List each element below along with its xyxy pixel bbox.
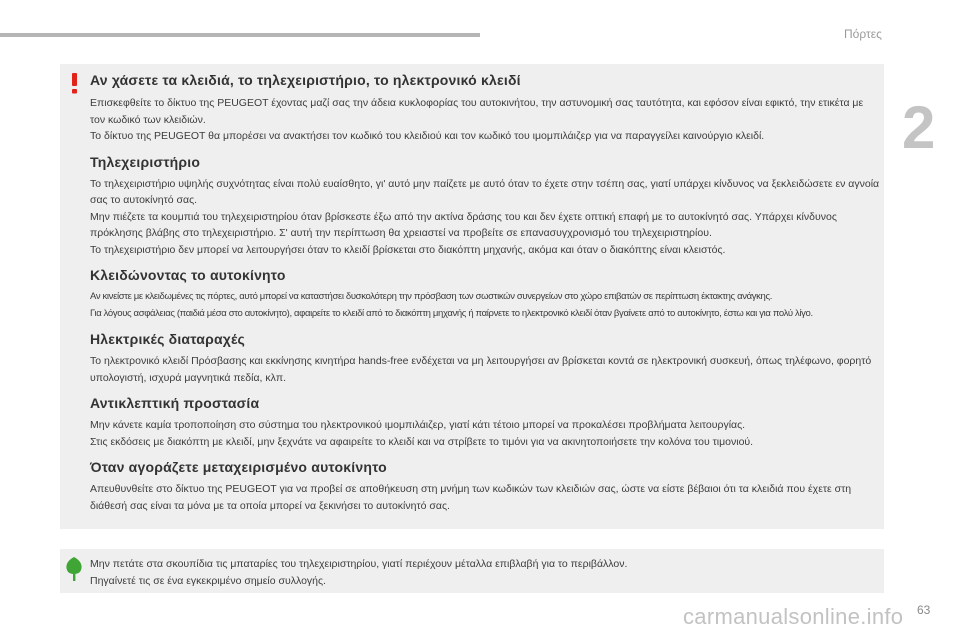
chapter-number: 2 xyxy=(902,94,936,161)
anti-theft-paragraph: Μην κάνετε καμία τροποποίηση στο σύστημα του ηλεκτρονικού ιμομπιλάιζερ, γιατί κάτι τέτοιο μπορεί να προκαλέσει προβλήματα λειτουργίας. xyxy=(90,419,746,431)
environment-note-line: Πηγαίνετέ τις σε ένα εγκεκριμένο σημείο συλλογής. xyxy=(90,574,326,587)
section-heading-anti-theft: Αντικλεπτική προστασία xyxy=(90,395,260,411)
page-number: 63 xyxy=(917,603,931,617)
anti-theft-paragraph: Στις εκδόσεις με διακόπτη με κλειδί, μην ξεχνάτε να αφαιρείτε το κλειδί και να στρίβετε το τιμόνι για να ακινητοποιήσετε την κολόνα του τιμονιού. xyxy=(90,435,754,448)
warning-exclamation-icon xyxy=(64,68,86,96)
electrical-interference-paragraph: Το ηλεκτρονικό κλειδί Πρόσβασης και εκκίνησης κινητήρα hands-free ενδέχεται να μη λειτουργήσει αν βρίσκεται κοντά σε ηλεκτρονική συσκευή, όπως τηλέφωνο, φορητό υπολογιστή, ισχυρά μαγνητικά πεδία, κλπ. xyxy=(90,355,872,384)
section-heading-used-vehicle: Όταν αγοράζετε μεταχειρισμένο αυτοκίνητο xyxy=(90,459,387,475)
section-label: Πόρτες xyxy=(844,27,882,41)
intro-paragraph: Επισκεφθείτε το δίκτυο της PEUGEOT έχοντας μαζί σας την άδεια κυκλοφορίας του αυτοκινήτου, την αστυνομική σας ταυτότητα, και εφόσον είναι εφικτό, την ετικέτα με τον κωδικό των κλειδιών. xyxy=(90,97,864,126)
header-divider-bar xyxy=(0,33,480,37)
intro-paragraph: Το δίκτυο της PEUGEOT θα μπορέσει να ανακτήσει τον κωδικό του κλειδιού και τον κωδικό του ιμομπιλάιζερ για να παραγγείλει καινούργιο κλειδί. xyxy=(90,130,765,142)
locking-paragraph: Για λόγους ασφάλειας (παιδιά μέσα στο αυτοκίνητο), αφαιρείτε το κλειδί από το διακόπτη μηχανής ή παίρνετε το ηλεκτρονικό κλειδί όταν βγαίνετε από το αυτοκίνητο, έστω και για πολύ λίγο. xyxy=(90,307,813,319)
remote-control-paragraph: Το τηλεχειριστήριο δεν μπορεί να λειτουργήσει όταν το κλειδί βρίσκεται στο διακόπτη μηχανής, ακόμα και όταν ο διακόπτης είναι κλειστός. xyxy=(90,243,726,256)
section-heading-remote-control: Τηλεχειριστήριο xyxy=(90,153,201,170)
environment-note-text xyxy=(90,556,870,589)
used-vehicle-paragraph: Απευθυνθείτε στο δίκτυο της PEUGEOT για να προβεί σε αποθήκευση στη μνήμη των κωδικών των κλειδιών σας, ώστε να είστε βέβαιοι ότι τα κλειδιά που έχετε στη διάθεσή σας είναι τα μόνα με τα οποία μπορεί να ξεκινήσει το αυτοκίνητό σας. xyxy=(90,483,852,512)
main-title: Αν χάσετε τα κλειδιά, το τηλεχειριστήριο, το ηλεκτρονικό κλειδί xyxy=(90,72,521,88)
environment-note-line: Μην πετάτε στα σκουπίδια τις μπαταρίες του τηλεχειριστηρίου, γιατί περιέχουν μέταλλα επιβλαβή για το περιβάλλον. xyxy=(90,558,628,570)
warning-content xyxy=(90,66,880,514)
section-heading-locking: Κλειδώνοντας το αυτοκίνητο xyxy=(90,267,286,283)
locking-paragraph: Αν κινείστε με κλειδωμένες τις πόρτες, αυτό μπορεί να καταστήσει δυσκολότερη την πρόσβαση των σωστικών συνεργείων στο χώρο επιβατών σε περίπτωση έκτακτης ανάγκης. xyxy=(90,291,773,302)
watermark: carmanualsonline.info xyxy=(683,604,904,629)
remote-control-paragraph: Το τηλεχειριστήριο υψηλής συχνότητας είναι πολύ ευαίσθητο, γι' αυτό μην παίζετε με αυτό όταν το έχετε στην τσέπη σας, γιατί υπάρχει κίνδυνος να ξεκλειδώσετε εν αγνοία σας το αυτοκίνητό σας. xyxy=(90,177,880,206)
remote-control-paragraph: Μην πιέζετε τα κουμπιά του τηλεχειριστηρίου όταν βρίσκεστε έξω από την ακτίνα δράσης του και δεν έχετε οπτική επαφή με το αυτοκίνητό σας. Υπάρχει κίνδυνος πρόκλησης βλάβης στο τηλεχειριστήριο. Σ' αυτή την περίπτωση θα χρειαστεί να προβείτε σε επανασυγχρονισμό του τηλεχειριστηρίου. xyxy=(90,210,837,239)
section-heading-electrical-interference: Ηλεκτρικές διαταραχές xyxy=(90,331,246,347)
ecology-leaf-icon xyxy=(64,556,84,582)
